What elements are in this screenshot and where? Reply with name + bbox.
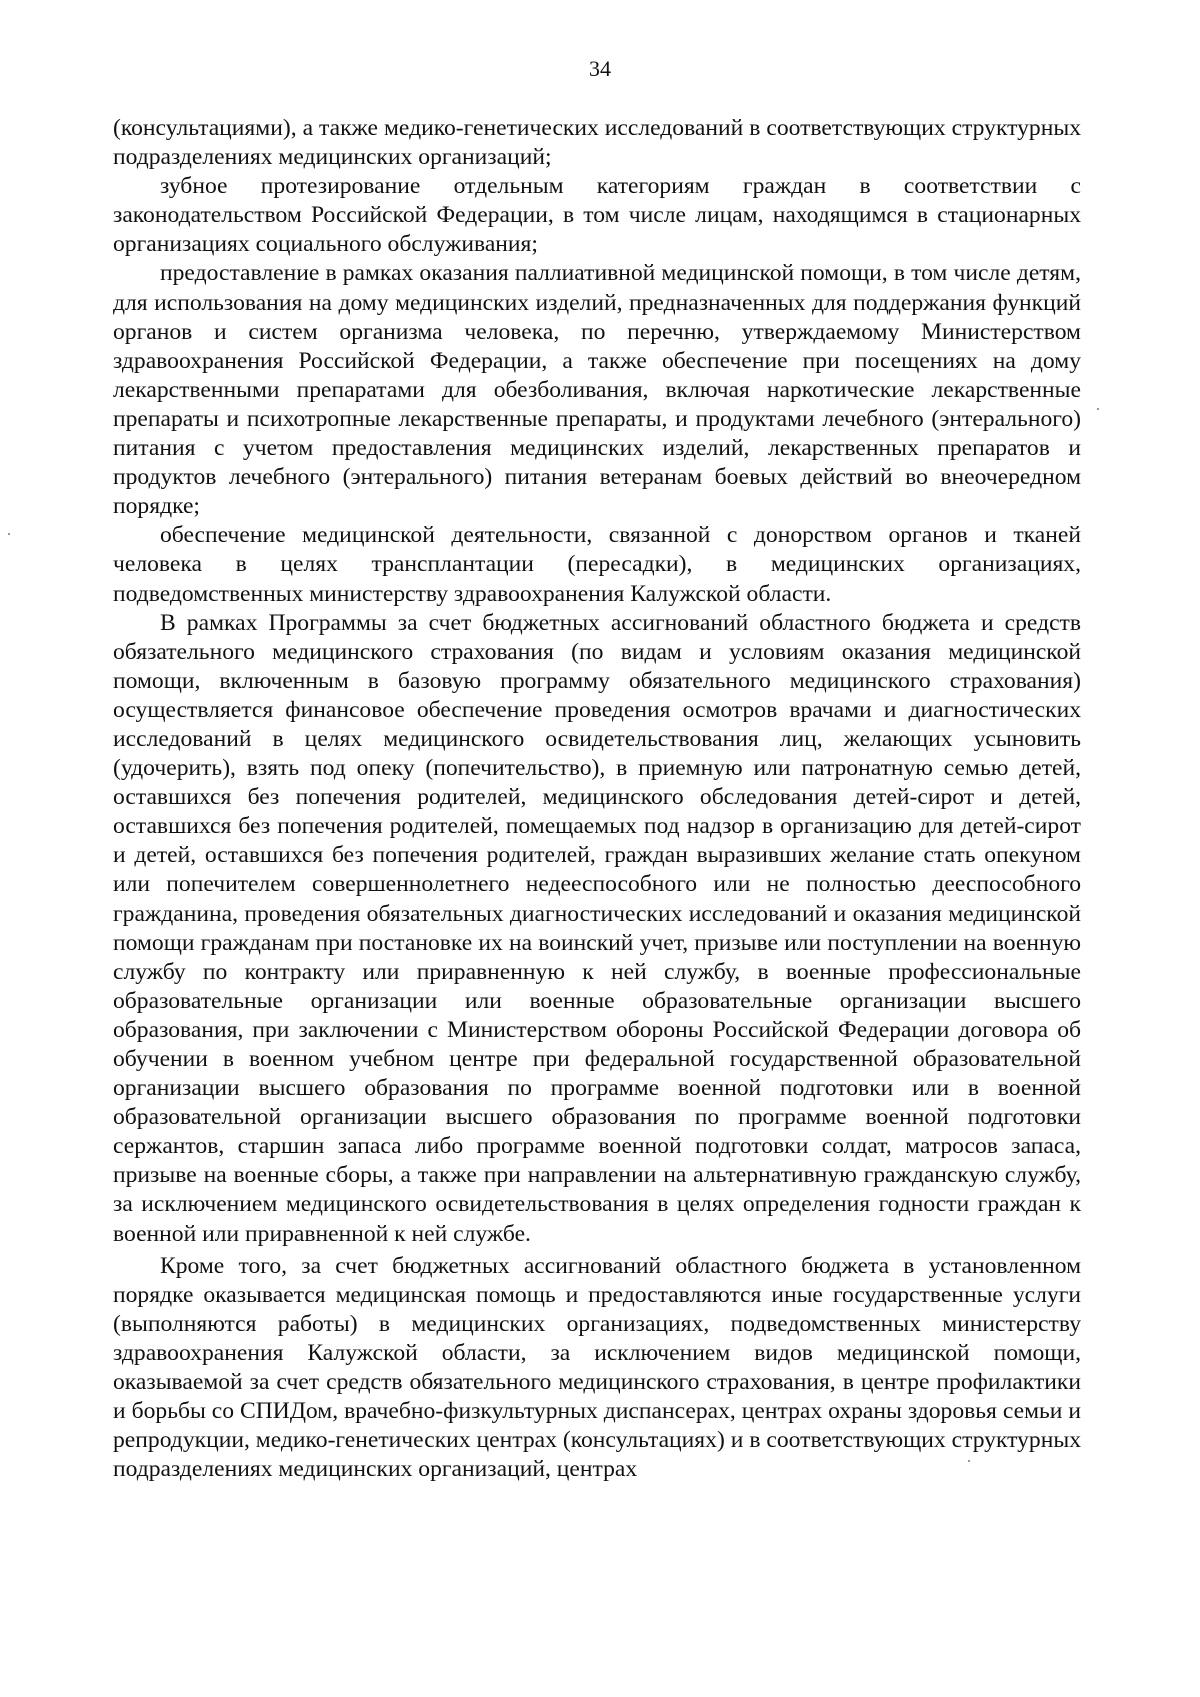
- paragraph-organ-donation: обеспечение медицинской деятельности, связанной с донорством органов и тканей человека в целях трансплантации (пересадки), в медицинских организациях, подведомственных министерству здравоохранения Калужской области.: [113, 522, 1081, 607]
- scan-speck: [1097, 408, 1099, 410]
- paragraph-palliative-care: предоставление в рамках оказания паллиативной медицинской помощи, в том числе детям, для использования на дому медицинских изделий, предназначенных для поддержания функций органов и систем организма человека, по перечню, утверждаемому Министерством здравоохранения Российской Федерации, а также обеспечение при посещениях на дому лекарственными препаратами для обезболивания, включая наркотические лекарственные препараты и психотропные лекарственные препараты, и продуктами лечебного (энтерального) питания с учетом предоставления медицинских изделий, лекарственных препаратов и продуктов лечебного (энтерального) питания ветеранам боевых действий во внеочередном порядке;: [113, 260, 1081, 520]
- scan-speck: [968, 1460, 970, 1462]
- page-number: 34: [589, 56, 611, 81]
- paragraph-regional-budget: Кроме того, за счет бюджетных ассигнований областного бюджета в установленном порядке оказывается медицинская помощь и предоставляются иные государственные услуги (выполняются работы) в медицинских организациях, подведомственных министерству здравоохранения Калужской области, за исключением видов медицинской помощи, оказываемой за счет средств обязательного медицинского страхования, в центре профилактики и борьбы со СПИДом, врачебно-физкультурных диспансерах, центрах охраны здоровья семьи и репродукции, медико-генетических центрах (консультациях) и в соответствующих структурных подразделениях медицинских организаций, центрах: [113, 1252, 1081, 1483]
- scan-speck: [8, 533, 10, 535]
- document-body: [113, 114, 1081, 1484]
- paragraph-1-continuation: (консультациями), а также медико-генетических исследований в соответствующих структурных подразделениях медицинских организаций;: [113, 115, 1081, 171]
- paragraph-dental-prosthetics: зубное протезирование отдельным категориям граждан в соответствии с законодательством Российской Федерации, в том числе лицам, находящимся в стационарных организациях социального обслуживания;: [113, 173, 1081, 258]
- paragraph-program-financing: В рамках Программы за счет бюджетных ассигнований областного бюджета и средств обязательного медицинского страхования (по видам и условиям оказания медицинской помощи, включенным в базовую программу обязательного медицинского страхования) осуществляется финансовое обеспечение проведения осмотров врачами и диагностических исследований в целях медицинского освидетельствования лиц, желающих усыновить (удочерить), взять под опеку (попечительство), в приемную или патронатную семью детей, оставшихся без попечения родителей, медицинского обследования детей-сирот и детей, оставшихся без попечения родителей, помещаемых под надзор в организацию для детей-сирот и детей, оставшихся без попечения родителей, граждан выразивших желание стать опекуном или попечителем совершеннолетнего недееспособного или не полностью дееспособного гражданина, проведения обязательных диагностических исследований и оказания медицинской помощи гражданам при постановке их на воинский учет, призыве или поступлении на военную службу по контракту или приравненную к ней службу, в военные профессиональные образовательные организации или военные образовательные организации высшего образования, при заключении с Министерством обороны Российской Федерации договора об обучении в военном учебном центре при федеральной государственной образовательной организации высшего образования по программе военной подготовки или в военной образовательной организации высшего образования по программе военной подготовки сержантов, старшин запаса либо программе военной подготовки солдат, матросов запаса, призыве на военные сборы, а также при направлении на альтернативную гражданскую службу, за исключением медицинского освидетельствования в целях определения годности граждан к военной или приравненной к ней службе.: [113, 609, 1081, 1247]
